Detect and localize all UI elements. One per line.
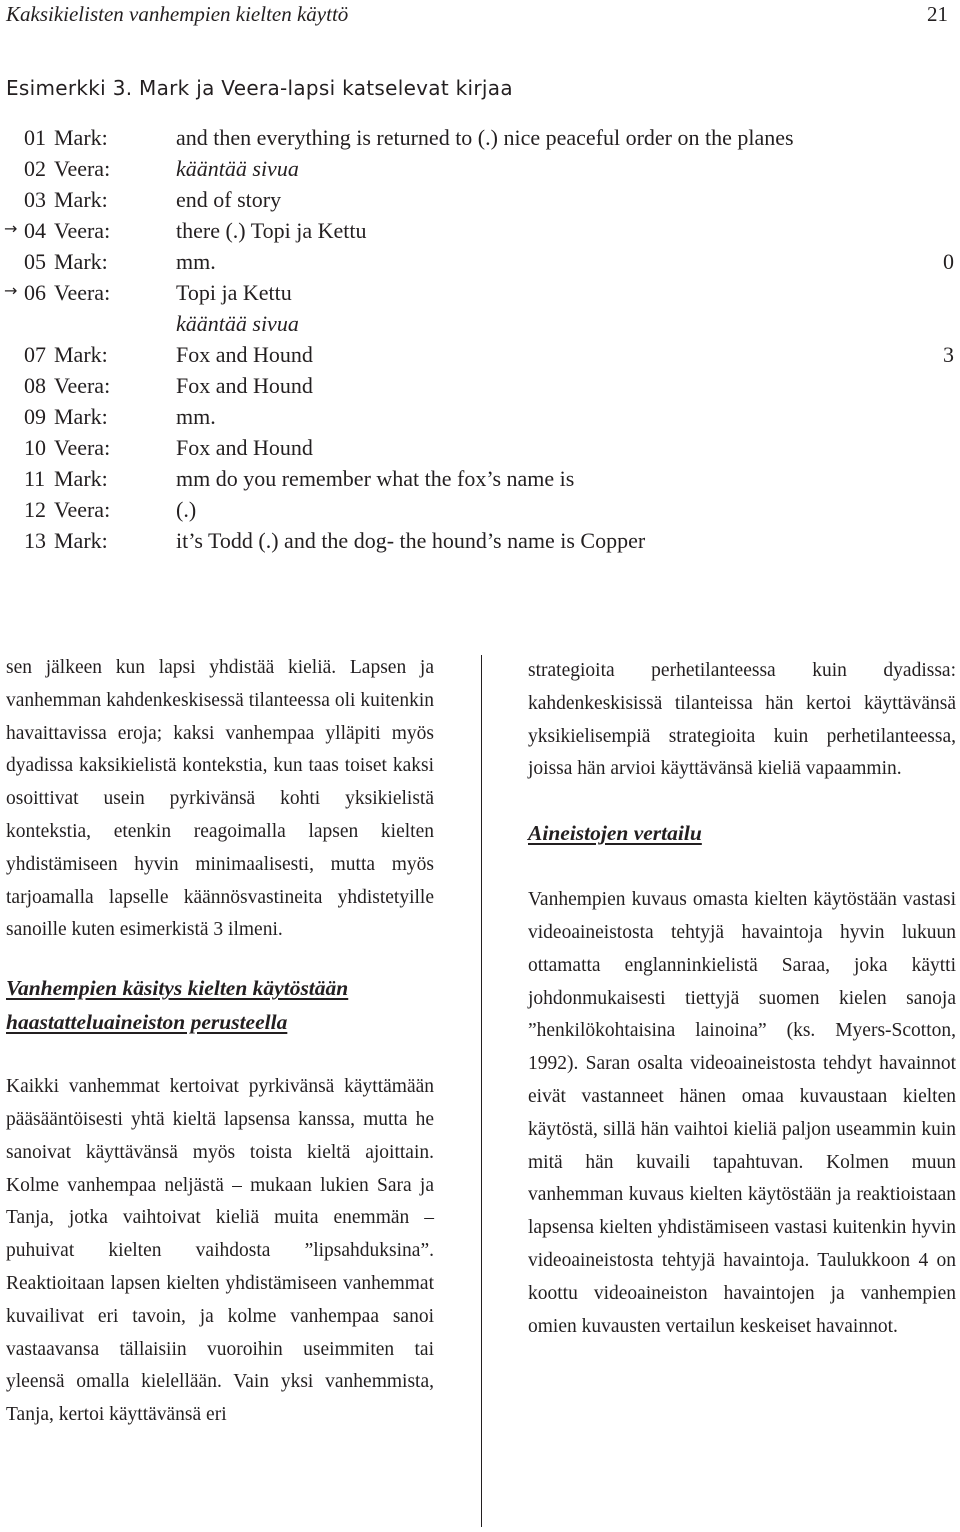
transcript-line bbox=[0, 249, 960, 280]
running-head bbox=[0, 0, 948, 30]
right-section-heading: Aineistojen vertailu bbox=[528, 821, 702, 846]
utterance-text: end of story bbox=[176, 187, 282, 212]
line-number: 10 bbox=[24, 435, 46, 460]
left-paragraph-1: sen jälkeen kun lapsi yhdistää kieliä. Lapsen ja vanhemman kahdenkeskisessä tilanteessa oli kuitenkin havaittavissa eroja; kaksi vanhempaa ylläpiti myös dyadissa kaksikielistä kontekstia, kun taas toiset kaksi osoittivat usein pyrkivänsä kohti yksikielistä kontekstia, etenkin reagoimalla lapsen kielten yhdistämiseen hyvin minimaalisesti, mutta myös tarjoamalla lapselle käännösvastineita yhdistetyille sanoille kuten esimerkistä 3 ilmeni. bbox=[6, 657, 434, 941]
arrow-right-icon: → bbox=[4, 219, 18, 238]
transcript-line bbox=[0, 435, 960, 466]
speaker-label: Veera: bbox=[54, 156, 111, 181]
right-paragraph-1: strategioita perhetilanteessa kuin dyadissa: kahdenkeskisissä tilanteissa hän kertoi käyttävänsä yksikielisempiä strategioita kuin perhetilanteessa, joissa hän arvioi käyttävänsä kieliä vapaammin. bbox=[528, 660, 956, 780]
transcript-line bbox=[0, 187, 960, 218]
utterance-text: kääntää sivua bbox=[176, 311, 299, 336]
speaker-label: Veera: bbox=[54, 218, 111, 243]
utterance-text: Fox and Hound bbox=[176, 373, 313, 398]
transcript-line bbox=[0, 218, 960, 249]
transcript-line bbox=[0, 404, 960, 435]
page-number: 21 bbox=[927, 2, 948, 26]
transcript-line bbox=[0, 466, 960, 497]
line-number: 11 bbox=[24, 466, 46, 491]
speaker-label: Mark: bbox=[54, 466, 108, 491]
speaker-label: Mark: bbox=[54, 249, 108, 274]
speaker-label: Veera: bbox=[54, 435, 111, 460]
utterance-text: kääntää sivua bbox=[176, 156, 299, 181]
speaker-label: Mark: bbox=[54, 528, 108, 553]
right-paragraph-2: Vanhempien kuvaus omasta kielten käytöstään vastasi videoaineistosta tehtyjä havaintoja hyvin lukuun ottamatta englanninkielistä Saraa, joka käytti johdonmukaisesti tiettyjä suomen kielen sanoja ”henkilökohtaisina lainoina” (ks. Myers-Scotton, 1992). Saran osalta videoaineistosta tehdyt havainnot eivät vastanneet hänen omaa kuvaustaan kielten käytöstä, sillä hän vaihtoi kieliä paljon useammin kuin mitä hän kuvaili tapahtuvan. Kolmen muun vanhemman kuvaus kielten käytöstään ja reaktioistaan lapsensa kielten yhdistämiseen vastasi kuitenkin hyvin videoaineistosta tehtyjä havaintoja. Taulukkoon 4 on koottu videoaineiston havaintojen ja vanhempien omien kuvausten vertailun keskeiset havainnot. bbox=[528, 889, 956, 1337]
line-number: 03 bbox=[24, 187, 46, 212]
arrow-right-icon: → bbox=[4, 281, 18, 300]
code-value: 0 bbox=[943, 249, 954, 274]
utterance-text: and then everything is returned to (.) nice peaceful order on the planes bbox=[176, 125, 794, 150]
line-number: 04 bbox=[24, 218, 46, 243]
transcript-line bbox=[0, 373, 960, 404]
line-number: 12 bbox=[24, 497, 46, 522]
utterance-text: there (.) Topi ja Kettu bbox=[176, 218, 367, 243]
utterance-text: mm. bbox=[176, 404, 216, 429]
utterance-text: Fox and Hound bbox=[176, 342, 313, 367]
transcript-line bbox=[0, 125, 960, 156]
utterance-text: mm. bbox=[176, 249, 216, 274]
transcript-line bbox=[0, 497, 960, 528]
utterance-text: (.) bbox=[176, 497, 197, 522]
utterance-text: it’s Todd (.) and the dog- the hound’s name is Copper bbox=[176, 528, 646, 553]
line-number: 09 bbox=[24, 404, 46, 429]
speaker-label: Veera: bbox=[54, 497, 111, 522]
speaker-label: Mark: bbox=[54, 342, 108, 367]
left-column bbox=[6, 652, 434, 1432]
line-number: 01 bbox=[24, 125, 46, 150]
utterance-text: Fox and Hound bbox=[176, 435, 313, 460]
transcript-line bbox=[0, 342, 960, 373]
line-number: 08 bbox=[24, 373, 46, 398]
column-divider bbox=[481, 655, 482, 1527]
code-value: 3 bbox=[943, 342, 954, 367]
left-paragraph-2: Kaikki vanhemmat kertoivat pyrkivänsä käyttämään pääsääntöisesti yhtä kieltä lapsensa kanssa, mutta he sanoivat käyttävänsä myös toista kieltä ajoittain. Kolme vanhempaa neljästä – mukaan lukien Sara ja Tanja, jotka vaihtoivat kieliä muita enemmän – puhuivat kielten vaihdosta ”lipsahduksina”. Reaktioitaan lapsen kielten yhdistämiseen vanhemmat kuvailivat eri tavoin, ja kolme vanhempaa sanoi vastaavansa tällaisiin vuoroihin useimmiten tai yleensä omalla kielellään. Vain yksi vanhemmista, Tanja, kertoi käyttävänsä eri bbox=[6, 1076, 434, 1426]
transcript-line bbox=[0, 280, 960, 311]
utterance-text: mm do you remember what the fox’s name is bbox=[176, 466, 575, 491]
transcript-line bbox=[0, 156, 960, 187]
line-number: 02 bbox=[24, 156, 46, 181]
utterance-text: Topi ja Kettu bbox=[176, 280, 292, 305]
right-column bbox=[528, 655, 956, 1343]
line-number: 06 bbox=[24, 280, 46, 305]
speaker-label: Mark: bbox=[54, 187, 108, 212]
speaker-label: Veera: bbox=[54, 280, 111, 305]
example-title: Esimerkki 3. Mark ja Veera-lapsi katselevat kirjaa bbox=[6, 76, 513, 100]
speaker-label: Veera: bbox=[54, 373, 111, 398]
speaker-label: Mark: bbox=[54, 404, 108, 429]
transcript bbox=[0, 125, 960, 559]
line-number: 13 bbox=[24, 528, 46, 553]
line-number: 07 bbox=[24, 342, 46, 367]
running-title: Kaksikielisten vanhempien kielten käyttö bbox=[6, 2, 349, 26]
transcript-line bbox=[0, 528, 960, 559]
left-section-heading: Vanhempien käsitys kielten käytöstään haastatteluaineiston perusteella bbox=[6, 976, 349, 1035]
speaker-label: Mark: bbox=[54, 125, 108, 150]
line-number: 05 bbox=[24, 249, 46, 274]
transcript-line bbox=[0, 311, 960, 342]
